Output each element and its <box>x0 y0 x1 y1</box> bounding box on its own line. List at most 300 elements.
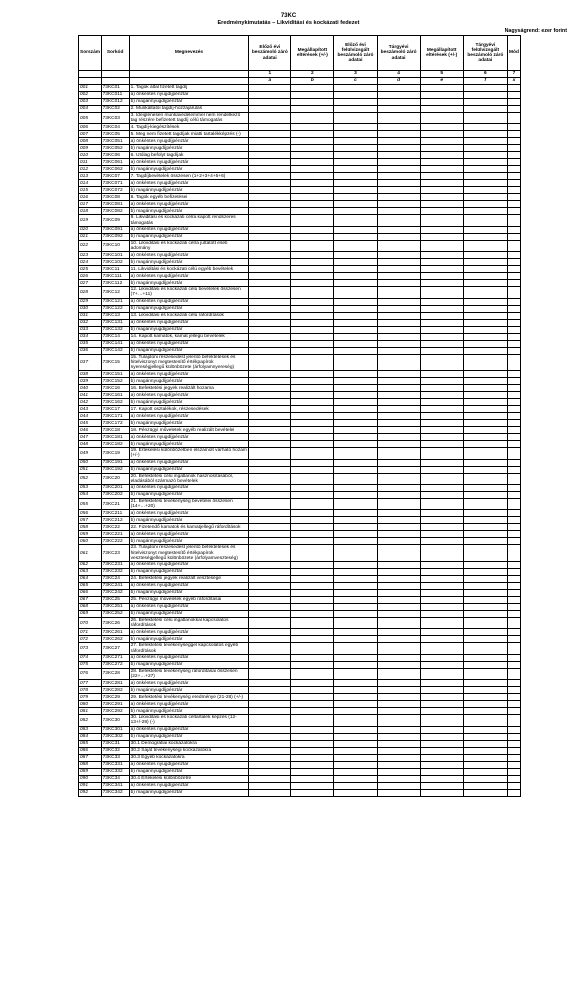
value-cell[interactable] <box>507 145 520 152</box>
value-cell[interactable] <box>463 687 507 694</box>
value-cell[interactable] <box>463 240 507 251</box>
value-cell[interactable] <box>249 233 291 240</box>
value-cell[interactable] <box>463 715 507 726</box>
value-cell[interactable] <box>249 427 291 434</box>
value-cell[interactable] <box>249 166 291 173</box>
value-cell[interactable] <box>291 576 334 583</box>
value-cell[interactable] <box>377 629 420 636</box>
value-cell[interactable] <box>377 273 420 280</box>
value-cell[interactable] <box>507 517 520 524</box>
value-cell[interactable] <box>420 768 463 775</box>
value-cell[interactable] <box>291 252 334 259</box>
value-cell[interactable] <box>420 427 463 434</box>
value-cell[interactable] <box>420 492 463 499</box>
value-cell[interactable] <box>291 305 334 312</box>
value-cell[interactable] <box>507 687 520 694</box>
value-cell[interactable] <box>420 371 463 378</box>
value-cell[interactable] <box>463 761 507 768</box>
value-cell[interactable] <box>463 636 507 643</box>
value-cell[interactable] <box>463 259 507 266</box>
value-cell[interactable] <box>334 726 377 733</box>
value-cell[interactable] <box>463 733 507 740</box>
value-cell[interactable] <box>291 99 334 106</box>
value-cell[interactable] <box>377 392 420 399</box>
value-cell[interactable] <box>249 319 291 326</box>
value-cell[interactable] <box>507 473 520 484</box>
value-cell[interactable] <box>507 629 520 636</box>
value-cell[interactable] <box>249 85 291 92</box>
value-cell[interactable] <box>463 754 507 761</box>
value-cell[interactable] <box>291 590 334 597</box>
value-cell[interactable] <box>334 194 377 201</box>
value-cell[interactable] <box>291 208 334 215</box>
value-cell[interactable] <box>334 485 377 492</box>
value-cell[interactable] <box>249 754 291 761</box>
value-cell[interactable] <box>291 273 334 280</box>
value-cell[interactable] <box>249 538 291 545</box>
value-cell[interactable] <box>507 201 520 208</box>
value-cell[interactable] <box>249 726 291 733</box>
value-cell[interactable] <box>420 708 463 715</box>
value-cell[interactable] <box>463 298 507 305</box>
value-cell[interactable] <box>249 459 291 466</box>
value-cell[interactable] <box>420 545 463 562</box>
value-cell[interactable] <box>420 208 463 215</box>
value-cell[interactable] <box>463 131 507 138</box>
value-cell[interactable] <box>507 545 520 562</box>
value-cell[interactable] <box>291 434 334 441</box>
value-cell[interactable] <box>377 266 420 273</box>
value-cell[interactable] <box>249 92 291 99</box>
value-cell[interactable] <box>420 354 463 371</box>
value-cell[interactable] <box>463 782 507 789</box>
value-cell[interactable] <box>377 492 420 499</box>
value-cell[interactable] <box>291 187 334 194</box>
value-cell[interactable] <box>377 708 420 715</box>
value-cell[interactable] <box>334 733 377 740</box>
value-cell[interactable] <box>334 510 377 517</box>
value-cell[interactable] <box>291 473 334 484</box>
value-cell[interactable] <box>377 510 420 517</box>
value-cell[interactable] <box>463 485 507 492</box>
value-cell[interactable] <box>334 399 377 406</box>
value-cell[interactable] <box>377 466 420 473</box>
value-cell[interactable] <box>377 145 420 152</box>
value-cell[interactable] <box>420 152 463 159</box>
value-cell[interactable] <box>507 733 520 740</box>
value-cell[interactable] <box>377 654 420 661</box>
value-cell[interactable] <box>291 740 334 747</box>
value-cell[interactable] <box>507 636 520 643</box>
value-cell[interactable] <box>420 347 463 354</box>
value-cell[interactable] <box>249 252 291 259</box>
value-cell[interactable] <box>334 754 377 761</box>
value-cell[interactable] <box>334 538 377 545</box>
value-cell[interactable] <box>377 92 420 99</box>
value-cell[interactable] <box>291 604 334 611</box>
value-cell[interactable] <box>507 399 520 406</box>
value-cell[interactable] <box>463 385 507 392</box>
value-cell[interactable] <box>420 180 463 187</box>
value-cell[interactable] <box>334 473 377 484</box>
value-cell[interactable] <box>463 280 507 287</box>
value-cell[interactable] <box>291 347 334 354</box>
value-cell[interactable] <box>249 499 291 510</box>
value-cell[interactable] <box>377 661 420 668</box>
value-cell[interactable] <box>249 333 291 340</box>
value-cell[interactable] <box>507 448 520 459</box>
value-cell[interactable] <box>334 524 377 531</box>
value-cell[interactable] <box>291 399 334 406</box>
value-cell[interactable] <box>463 499 507 510</box>
value-cell[interactable] <box>291 152 334 159</box>
value-cell[interactable] <box>377 473 420 484</box>
value-cell[interactable] <box>291 194 334 201</box>
value-cell[interactable] <box>463 92 507 99</box>
value-cell[interactable] <box>463 106 507 113</box>
value-cell[interactable] <box>377 406 420 413</box>
value-cell[interactable] <box>377 259 420 266</box>
value-cell[interactable] <box>334 215 377 226</box>
value-cell[interactable] <box>420 576 463 583</box>
value-cell[interactable] <box>507 531 520 538</box>
value-cell[interactable] <box>420 583 463 590</box>
value-cell[interactable] <box>463 201 507 208</box>
value-cell[interactable] <box>291 180 334 187</box>
value-cell[interactable] <box>334 517 377 524</box>
value-cell[interactable] <box>463 99 507 106</box>
value-cell[interactable] <box>334 434 377 441</box>
value-cell[interactable] <box>420 701 463 708</box>
value-cell[interactable] <box>334 319 377 326</box>
value-cell[interactable] <box>377 138 420 145</box>
value-cell[interactable] <box>249 629 291 636</box>
value-cell[interactable] <box>249 782 291 789</box>
value-cell[interactable] <box>507 604 520 611</box>
value-cell[interactable] <box>291 562 334 569</box>
value-cell[interactable] <box>420 340 463 347</box>
value-cell[interactable] <box>377 517 420 524</box>
value-cell[interactable] <box>291 427 334 434</box>
value-cell[interactable] <box>334 604 377 611</box>
value-cell[interactable] <box>507 240 520 251</box>
value-cell[interactable] <box>507 406 520 413</box>
value-cell[interactable] <box>507 312 520 319</box>
value-cell[interactable] <box>249 347 291 354</box>
value-cell[interactable] <box>249 145 291 152</box>
value-cell[interactable] <box>249 340 291 347</box>
value-cell[interactable] <box>463 85 507 92</box>
value-cell[interactable] <box>249 687 291 694</box>
value-cell[interactable] <box>334 326 377 333</box>
value-cell[interactable] <box>291 545 334 562</box>
value-cell[interactable] <box>420 385 463 392</box>
value-cell[interactable] <box>463 576 507 583</box>
value-cell[interactable] <box>377 319 420 326</box>
value-cell[interactable] <box>334 378 377 385</box>
value-cell[interactable] <box>463 466 507 473</box>
value-cell[interactable] <box>291 319 334 326</box>
value-cell[interactable] <box>249 466 291 473</box>
value-cell[interactable] <box>463 399 507 406</box>
value-cell[interactable] <box>420 604 463 611</box>
value-cell[interactable] <box>507 413 520 420</box>
value-cell[interactable] <box>420 611 463 618</box>
value-cell[interactable] <box>291 298 334 305</box>
value-cell[interactable] <box>507 333 520 340</box>
value-cell[interactable] <box>420 280 463 287</box>
value-cell[interactable] <box>334 708 377 715</box>
value-cell[interactable] <box>507 208 520 215</box>
value-cell[interactable] <box>507 583 520 590</box>
value-cell[interactable] <box>291 406 334 413</box>
value-cell[interactable] <box>420 201 463 208</box>
value-cell[interactable] <box>334 85 377 92</box>
value-cell[interactable] <box>249 226 291 233</box>
value-cell[interactable] <box>420 287 463 298</box>
value-cell[interactable] <box>291 441 334 448</box>
value-cell[interactable] <box>377 194 420 201</box>
value-cell[interactable] <box>249 768 291 775</box>
value-cell[interactable] <box>463 180 507 187</box>
value-cell[interactable] <box>291 661 334 668</box>
value-cell[interactable] <box>334 201 377 208</box>
value-cell[interactable] <box>507 680 520 687</box>
value-cell[interactable] <box>291 789 334 796</box>
value-cell[interactable] <box>463 629 507 636</box>
value-cell[interactable] <box>291 413 334 420</box>
value-cell[interactable] <box>507 124 520 131</box>
value-cell[interactable] <box>377 524 420 531</box>
value-cell[interactable] <box>377 754 420 761</box>
value-cell[interactable] <box>420 145 463 152</box>
value-cell[interactable] <box>377 441 420 448</box>
value-cell[interactable] <box>291 459 334 466</box>
value-cell[interactable] <box>334 113 377 124</box>
value-cell[interactable] <box>463 524 507 531</box>
value-cell[interactable] <box>334 576 377 583</box>
value-cell[interactable] <box>377 775 420 782</box>
value-cell[interactable] <box>291 517 334 524</box>
value-cell[interactable] <box>334 152 377 159</box>
value-cell[interactable] <box>377 208 420 215</box>
value-cell[interactable] <box>463 392 507 399</box>
value-cell[interactable] <box>507 576 520 583</box>
value-cell[interactable] <box>377 312 420 319</box>
value-cell[interactable] <box>249 701 291 708</box>
value-cell[interactable] <box>334 597 377 604</box>
value-cell[interactable] <box>507 747 520 754</box>
value-cell[interactable] <box>463 517 507 524</box>
value-cell[interactable] <box>420 754 463 761</box>
value-cell[interactable] <box>334 347 377 354</box>
value-cell[interactable] <box>334 106 377 113</box>
value-cell[interactable] <box>377 201 420 208</box>
value-cell[interactable] <box>334 166 377 173</box>
value-cell[interactable] <box>463 406 507 413</box>
value-cell[interactable] <box>291 85 334 92</box>
value-cell[interactable] <box>291 510 334 517</box>
value-cell[interactable] <box>507 694 520 701</box>
value-cell[interactable] <box>463 173 507 180</box>
value-cell[interactable] <box>463 654 507 661</box>
value-cell[interactable] <box>377 385 420 392</box>
value-cell[interactable] <box>291 492 334 499</box>
value-cell[interactable] <box>334 427 377 434</box>
value-cell[interactable] <box>420 215 463 226</box>
value-cell[interactable] <box>420 510 463 517</box>
value-cell[interactable] <box>249 708 291 715</box>
value-cell[interactable] <box>249 643 291 654</box>
value-cell[interactable] <box>420 459 463 466</box>
value-cell[interactable] <box>249 287 291 298</box>
value-cell[interactable] <box>420 252 463 259</box>
value-cell[interactable] <box>507 701 520 708</box>
value-cell[interactable] <box>377 569 420 576</box>
value-cell[interactable] <box>507 611 520 618</box>
value-cell[interactable] <box>249 413 291 420</box>
value-cell[interactable] <box>463 510 507 517</box>
value-cell[interactable] <box>420 747 463 754</box>
value-cell[interactable] <box>463 215 507 226</box>
value-cell[interactable] <box>249 789 291 796</box>
value-cell[interactable] <box>463 340 507 347</box>
value-cell[interactable] <box>463 287 507 298</box>
value-cell[interactable] <box>291 201 334 208</box>
value-cell[interactable] <box>249 661 291 668</box>
value-cell[interactable] <box>377 448 420 459</box>
value-cell[interactable] <box>377 347 420 354</box>
value-cell[interactable] <box>463 747 507 754</box>
value-cell[interactable] <box>377 99 420 106</box>
value-cell[interactable] <box>249 761 291 768</box>
value-cell[interactable] <box>507 106 520 113</box>
value-cell[interactable] <box>420 273 463 280</box>
value-cell[interactable] <box>420 499 463 510</box>
value-cell[interactable] <box>377 747 420 754</box>
value-cell[interactable] <box>420 531 463 538</box>
value-cell[interactable] <box>507 152 520 159</box>
value-cell[interactable] <box>291 583 334 590</box>
value-cell[interactable] <box>420 466 463 473</box>
value-cell[interactable] <box>291 233 334 240</box>
value-cell[interactable] <box>463 266 507 273</box>
value-cell[interactable] <box>377 305 420 312</box>
value-cell[interactable] <box>463 312 507 319</box>
value-cell[interactable] <box>507 99 520 106</box>
value-cell[interactable] <box>507 485 520 492</box>
value-cell[interactable] <box>507 138 520 145</box>
value-cell[interactable] <box>420 782 463 789</box>
value-cell[interactable] <box>334 208 377 215</box>
value-cell[interactable] <box>249 354 291 371</box>
value-cell[interactable] <box>377 485 420 492</box>
value-cell[interactable] <box>291 145 334 152</box>
value-cell[interactable] <box>334 280 377 287</box>
value-cell[interactable] <box>463 618 507 629</box>
value-cell[interactable] <box>334 92 377 99</box>
value-cell[interactable] <box>291 385 334 392</box>
value-cell[interactable] <box>420 733 463 740</box>
value-cell[interactable] <box>420 434 463 441</box>
value-cell[interactable] <box>420 668 463 679</box>
value-cell[interactable] <box>334 654 377 661</box>
value-cell[interactable] <box>291 333 334 340</box>
value-cell[interactable] <box>334 636 377 643</box>
value-cell[interactable] <box>291 138 334 145</box>
value-cell[interactable] <box>463 420 507 427</box>
value-cell[interactable] <box>463 333 507 340</box>
value-cell[interactable] <box>377 180 420 187</box>
value-cell[interactable] <box>507 590 520 597</box>
value-cell[interactable] <box>249 194 291 201</box>
value-cell[interactable] <box>420 194 463 201</box>
value-cell[interactable] <box>334 583 377 590</box>
value-cell[interactable] <box>249 326 291 333</box>
value-cell[interactable] <box>507 569 520 576</box>
value-cell[interactable] <box>249 694 291 701</box>
value-cell[interactable] <box>334 159 377 166</box>
value-cell[interactable] <box>291 259 334 266</box>
value-cell[interactable] <box>377 152 420 159</box>
value-cell[interactable] <box>420 597 463 604</box>
value-cell[interactable] <box>507 434 520 441</box>
value-cell[interactable] <box>377 131 420 138</box>
value-cell[interactable] <box>463 694 507 701</box>
value-cell[interactable] <box>507 499 520 510</box>
value-cell[interactable] <box>291 392 334 399</box>
value-cell[interactable] <box>291 92 334 99</box>
value-cell[interactable] <box>420 226 463 233</box>
value-cell[interactable] <box>377 576 420 583</box>
value-cell[interactable] <box>334 761 377 768</box>
value-cell[interactable] <box>249 187 291 194</box>
value-cell[interactable] <box>420 448 463 459</box>
value-cell[interactable] <box>334 629 377 636</box>
value-cell[interactable] <box>420 166 463 173</box>
value-cell[interactable] <box>291 215 334 226</box>
value-cell[interactable] <box>334 305 377 312</box>
value-cell[interactable] <box>249 576 291 583</box>
value-cell[interactable] <box>249 201 291 208</box>
value-cell[interactable] <box>463 273 507 280</box>
value-cell[interactable] <box>507 597 520 604</box>
value-cell[interactable] <box>420 413 463 420</box>
value-cell[interactable] <box>420 326 463 333</box>
value-cell[interactable] <box>420 636 463 643</box>
value-cell[interactable] <box>463 661 507 668</box>
value-cell[interactable] <box>420 106 463 113</box>
value-cell[interactable] <box>291 654 334 661</box>
value-cell[interactable] <box>507 740 520 747</box>
value-cell[interactable] <box>334 782 377 789</box>
value-cell[interactable] <box>377 124 420 131</box>
value-cell[interactable] <box>334 99 377 106</box>
value-cell[interactable] <box>507 654 520 661</box>
value-cell[interactable] <box>377 187 420 194</box>
value-cell[interactable] <box>420 680 463 687</box>
value-cell[interactable] <box>249 654 291 661</box>
value-cell[interactable] <box>334 668 377 679</box>
value-cell[interactable] <box>291 768 334 775</box>
value-cell[interactable] <box>463 434 507 441</box>
value-cell[interactable] <box>249 138 291 145</box>
value-cell[interactable] <box>291 680 334 687</box>
value-cell[interactable] <box>463 347 507 354</box>
value-cell[interactable] <box>334 371 377 378</box>
value-cell[interactable] <box>463 371 507 378</box>
value-cell[interactable] <box>291 597 334 604</box>
